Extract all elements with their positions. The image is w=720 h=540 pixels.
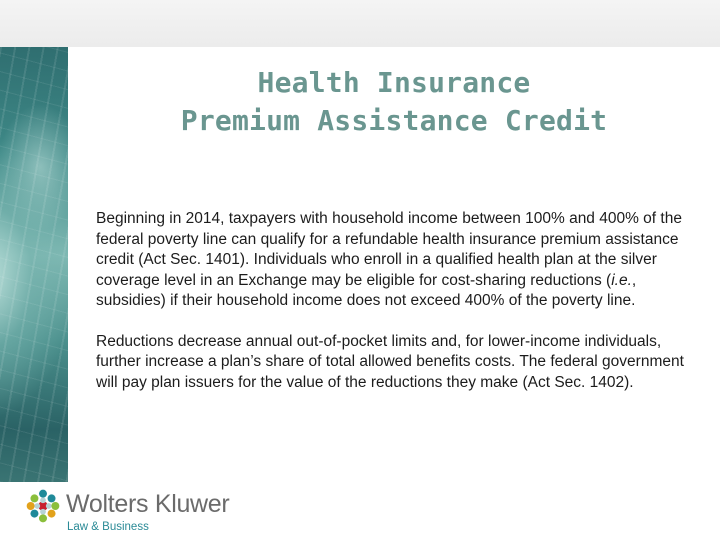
paragraph-1-text-a: Beginning in 2014, taxpayers with household income between 100% and 400% of the federal poverty line can qualify for a refundable health insurance premium assistance credit (Act Sec. 1401). Individuals who enroll in a qualified health plan at the silver coverage level in an Exchange may be eligible for cost-sharing reductions ( (96, 210, 682, 289)
wolters-kluwer-logo-icon (24, 487, 62, 525)
top-band (0, 0, 720, 47)
slide-title-line-1: Health Insurance (257, 66, 531, 99)
paragraph-1-text-b: , subsidies) if their household income does not exceed 400% of the poverty line. (96, 271, 637, 309)
brand-wordmark: Wolters Kluwer (66, 490, 230, 518)
paragraph-1-italic: i.e. (611, 271, 632, 289)
brand-subtitle: Law & Business (67, 521, 149, 533)
paragraph-2: Reductions decrease annual out-of-pocket limits and, for lower-income individuals, further increase a plan’s share of total allowed benefits costs. The federal government will pay plan issuers for the value of the reductions they make (Act Sec. 1402). (96, 332, 684, 391)
slide-title (68, 64, 720, 140)
paragraph-1 (96, 209, 696, 312)
globe-background-image (0, 47, 68, 482)
slide-title-line-2: Premium Assistance Credit (180, 104, 608, 137)
body-text (96, 209, 696, 413)
